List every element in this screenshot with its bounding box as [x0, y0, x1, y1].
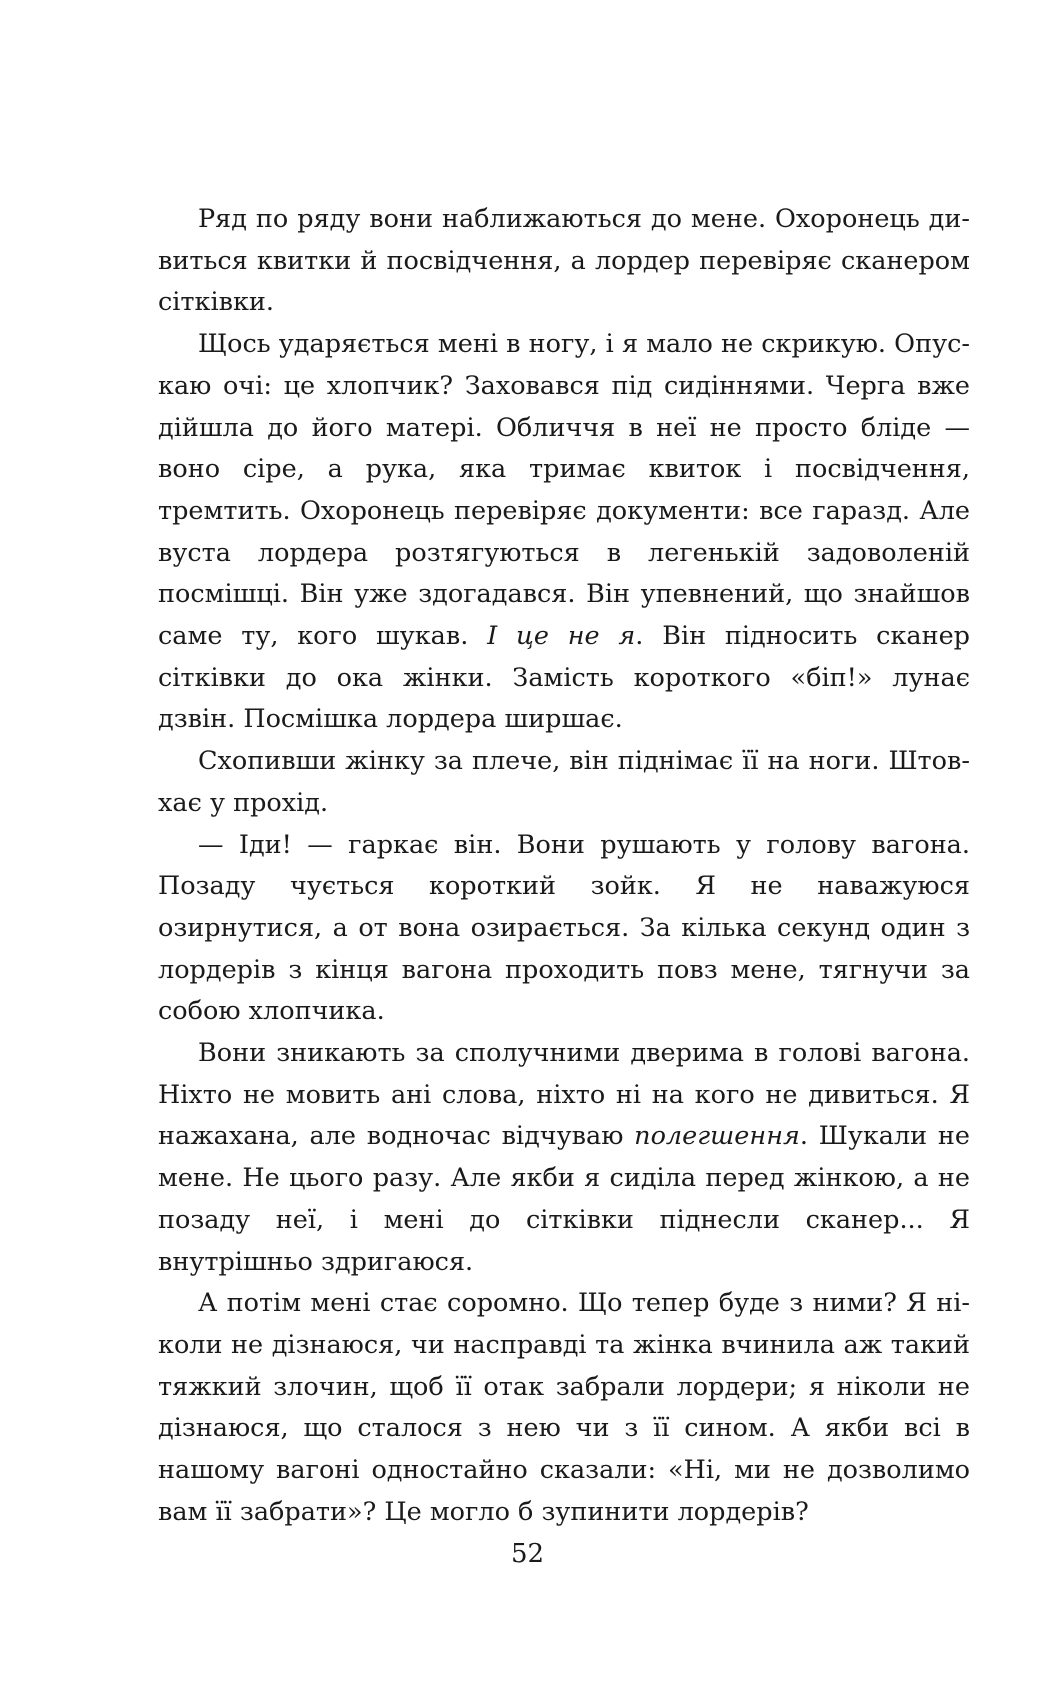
paragraph-2-text-b: . Він підносить сканер сітківки до ока жінки. Замість короткого «біп!» лунає дзвін. Посмішка лордера ширшає. [158, 621, 970, 735]
paragraph-6 [158, 1283, 970, 1533]
paragraph-5-italic: полегшення [634, 1121, 800, 1152]
paragraph-4-text: — Іди! — гаркає він. Вони рушають у голову вагона. Позаду чується короткий зойк. Я не наважуюся озирнутися, а от вона озирається. За кілька секунд один з лордерів з кінця вагона проходить повз мене, тягнучи за собою хлопчика. [158, 829, 970, 1027]
paragraph-4 [158, 825, 970, 1034]
paragraph-2 [158, 324, 970, 741]
paragraph-6-text: А потім мені стає соромно. Що тепер буде з ними? Я ніколи не дізнаюся, чи насправді та жінка вчинила аж такий тяжкий злочин, щоб її отак забрали лордери; я ніколи не дізнаюся, що сталося з нею чи з її сином. А якби всі в нашому вагоні одностайно сказали: «Ні, ми не дозволимо вам її забрати»? Це могло б зупинити лордерів? [158, 1288, 970, 1527]
paragraph-1 [158, 199, 970, 324]
page-number: 52 [510, 1539, 545, 1569]
body-text [158, 199, 970, 1534]
paragraph-3-text: Схопивши жінку за плече, він піднімає її на ноги. Штовхає у прохід. [158, 746, 970, 818]
paragraph-2-text-a: Щось ударяється мені в ногу, і я мало не скрикую. Опускаю очі: це хлопчик? Заховався під сидіннями. Черга вже дійшла до його матері. Обличчя в неї не просто бліде — воно сіре, а рука, яка тримає квиток і посвідчення, тремтить. Охоронець перевіряє документи: все гаразд. Але вуста лордера розтягуються в легенькій задоволеній посмішці. Він уже здогадався. Він упевнений, що знайшов саме ту, кого шукав. [158, 329, 970, 652]
paragraph-3 [158, 741, 970, 824]
paragraph-2-italic: І це не я [487, 621, 636, 652]
paragraph-5-text-b: . Шукали не мене. Не цього разу. Але якби я сиділа перед жінкою, а не позаду неї, і мені до сітківки піднесли сканер... Я внутрішньо здригаюся. [158, 1121, 970, 1277]
paragraph-5-text-a: Вони зникають за сполучними дверима в голові вагона. Ніхто не мовить ані слова, ніхто ні на кого не дивиться. Я нажахана, але водночас відчуваю [158, 1038, 970, 1152]
paragraph-5 [158, 1033, 970, 1283]
paragraph-1-text: Ряд по ряду вони наближаються до мене. Охоронець дивиться квитки й посвідчення, а лордер перевіряє сканером сітківки. [158, 204, 970, 318]
